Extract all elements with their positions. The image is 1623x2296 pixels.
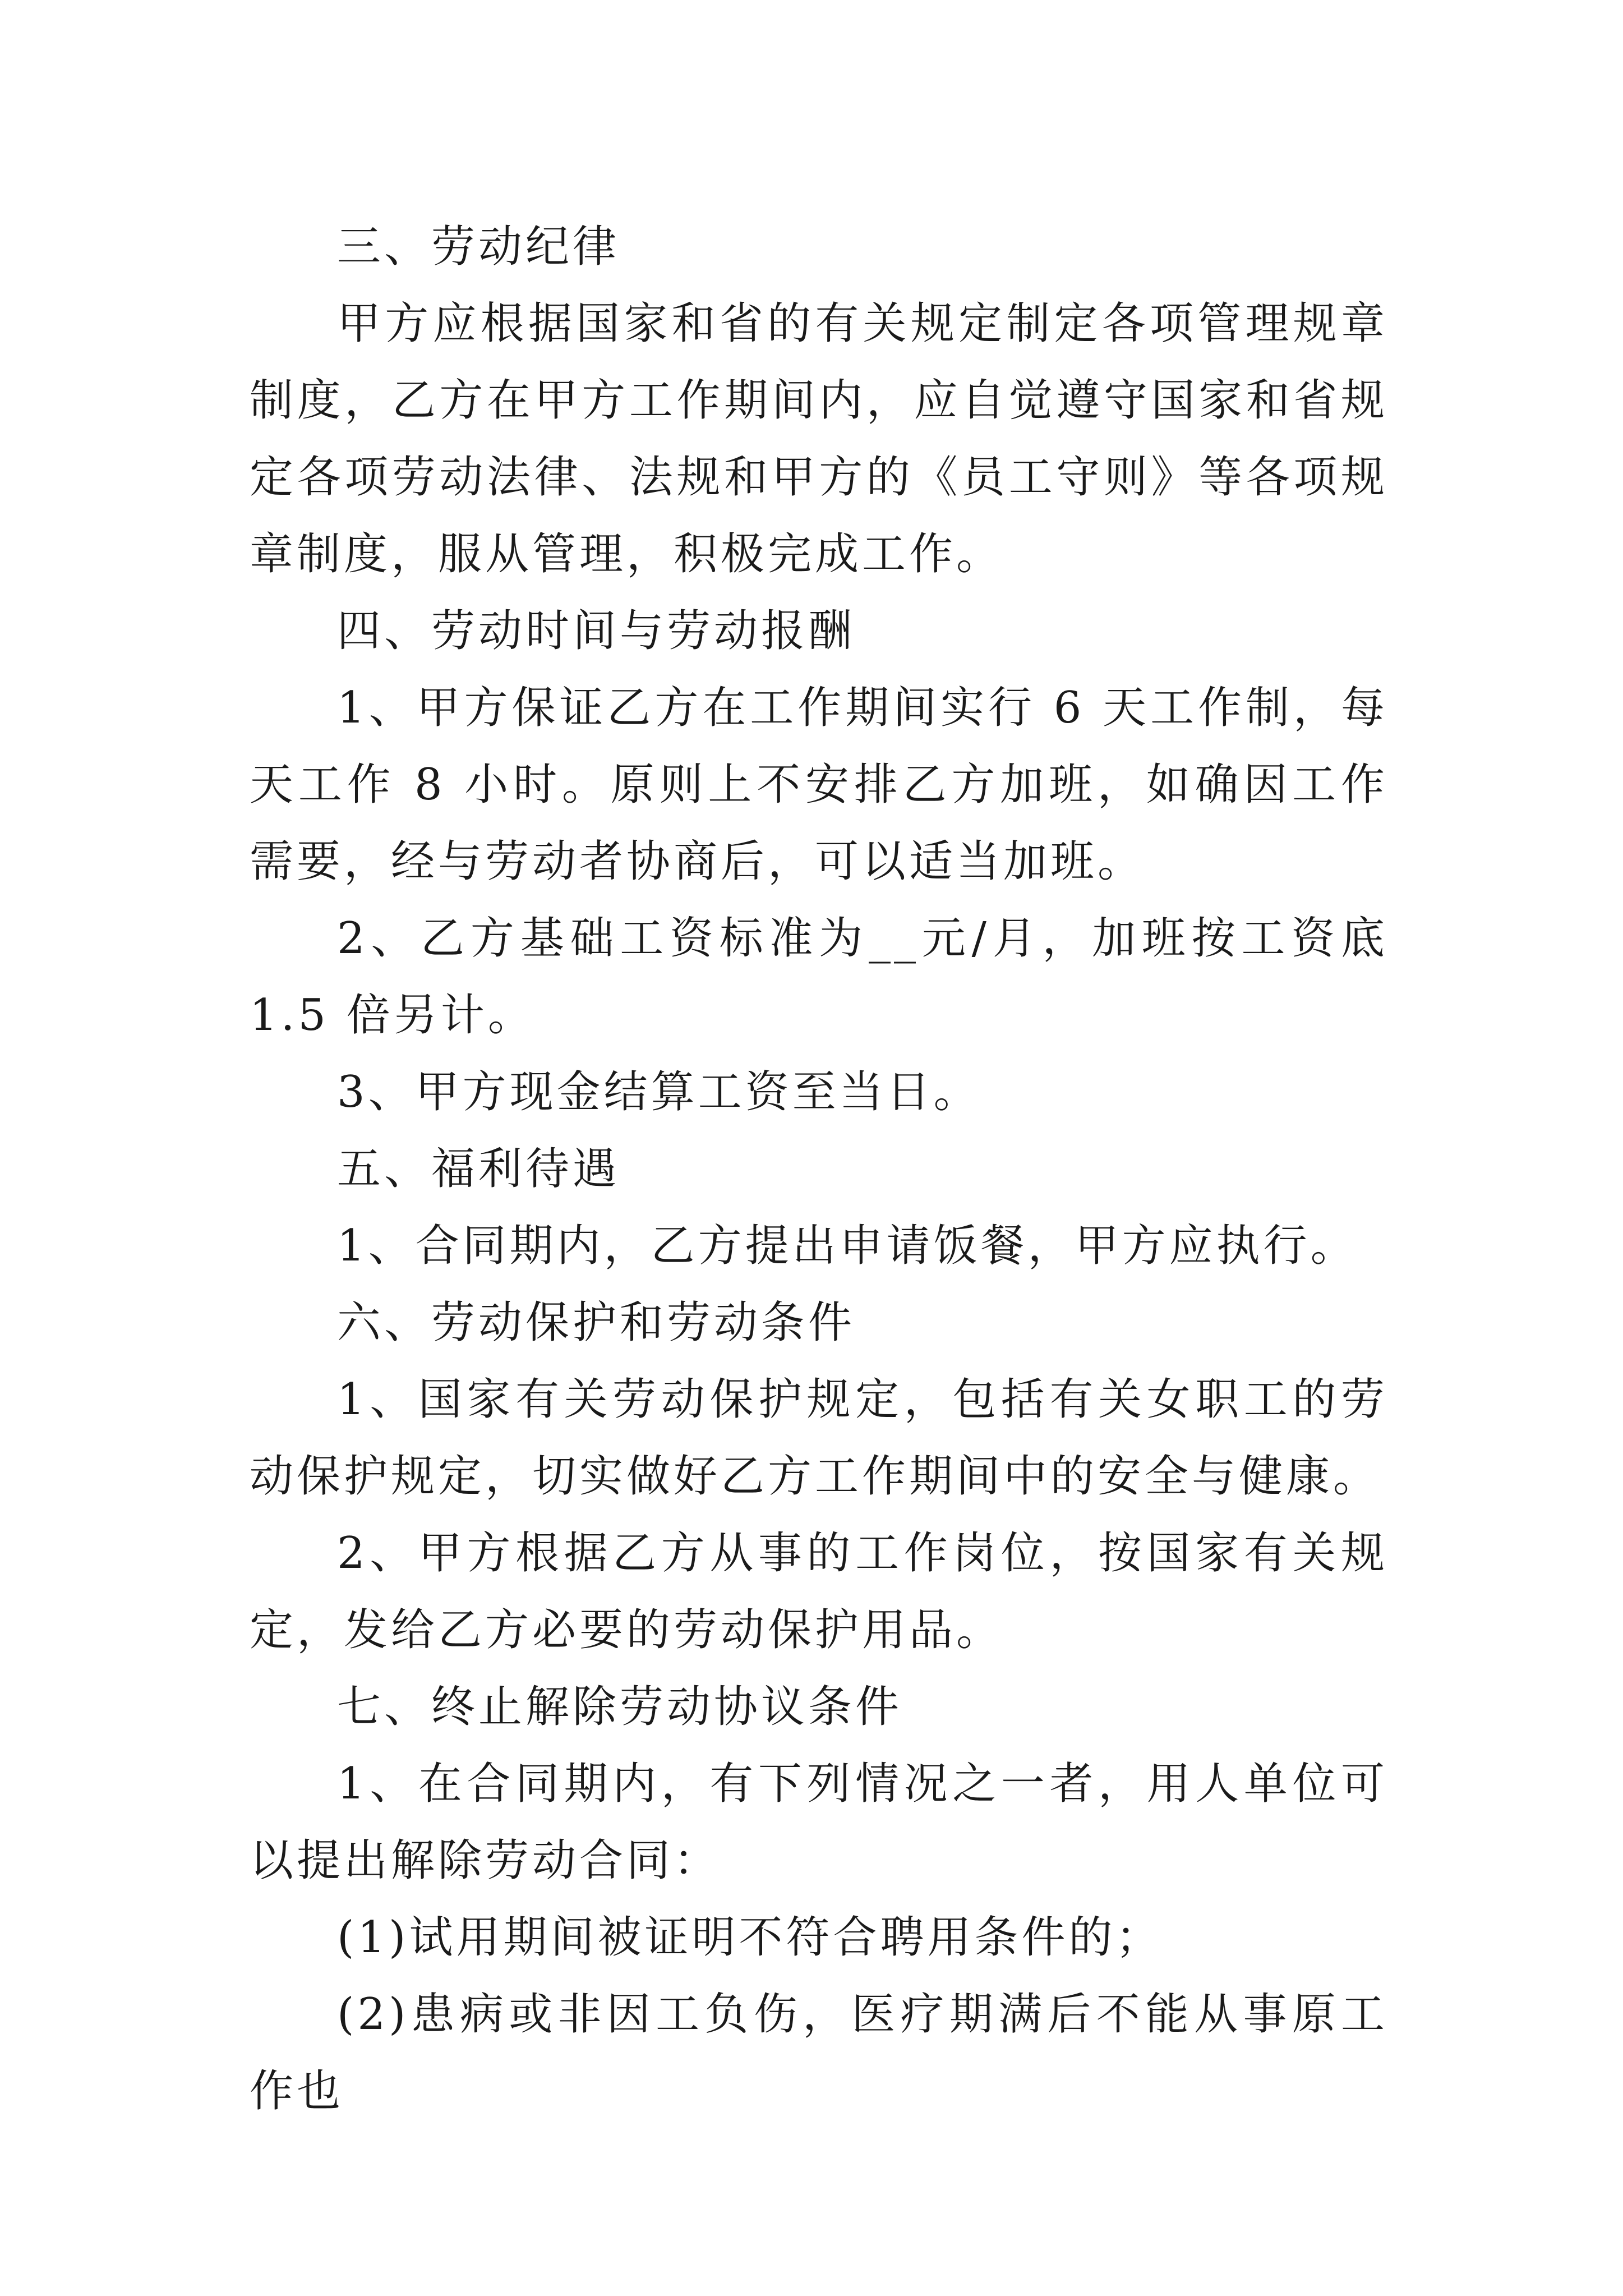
paragraph-working-time-2: 2、乙方基础工资标准为__元/月，加班按工资底 1.5 倍另计。 bbox=[250, 913, 1388, 1041]
section-heading-labor-protection: 六、劳动保护和劳动条件 bbox=[337, 1297, 856, 1348]
paragraph-labor-protection-2: 2、甲方根据乙方从事的工作岗位，按国家有关规定，发给乙方必要的劳动保护用品。 bbox=[250, 1528, 1388, 1655]
section-heading-termination: 七、终止解除劳动协议条件 bbox=[337, 1682, 903, 1732]
paragraph-termination-item-1: (1)试用期间被证明不符合聘用条件的； bbox=[337, 1912, 1163, 1963]
paragraph-labor-discipline: 甲方应根据国家和省的有关规定制定各项管理规章制度，乙方在甲方工作期间内，应自觉遵守国家和省规定各项劳动法律、法规和甲方的《员工守则》等各项规章制度，服从管理，积极完成工作。 bbox=[250, 298, 1388, 579]
paragraph-termination-1: 1、在合同期内，有下列情况之一者，用人单位可以提出解除劳动合同： bbox=[250, 1759, 1388, 1886]
paragraph-labor-protection-1: 1、国家有关劳动保护规定，包括有关女职工的劳动保护规定，切实做好乙方工作期间中的安全与健康。 bbox=[250, 1374, 1388, 1502]
paragraph-benefits-1: 1、合同期内，乙方提出申请饭餐，甲方应执行。 bbox=[337, 1221, 1358, 1271]
paragraph-termination-item-2: (2)患病或非因工负伤，医疗期满后不能从事原工作也 bbox=[250, 1989, 1388, 2116]
paragraph-working-time-3: 3、甲方现金结算工资至当日。 bbox=[337, 1067, 981, 1117]
section-heading-labor-discipline: 三、劳动纪律 bbox=[337, 222, 620, 272]
section-heading-benefits: 五、福利待遇 bbox=[337, 1144, 620, 1194]
section-heading-working-time-pay: 四、劳动时间与劳动报酬 bbox=[337, 606, 856, 656]
paragraph-working-time-1: 1、甲方保证乙方在工作期间实行 6 天工作制，每天工作 8 小时。原则上不安排乙方加班，如确因工作需要，经与劳动者协商后，可以适当加班。 bbox=[250, 683, 1388, 887]
document-body bbox=[250, 209, 1388, 2130]
